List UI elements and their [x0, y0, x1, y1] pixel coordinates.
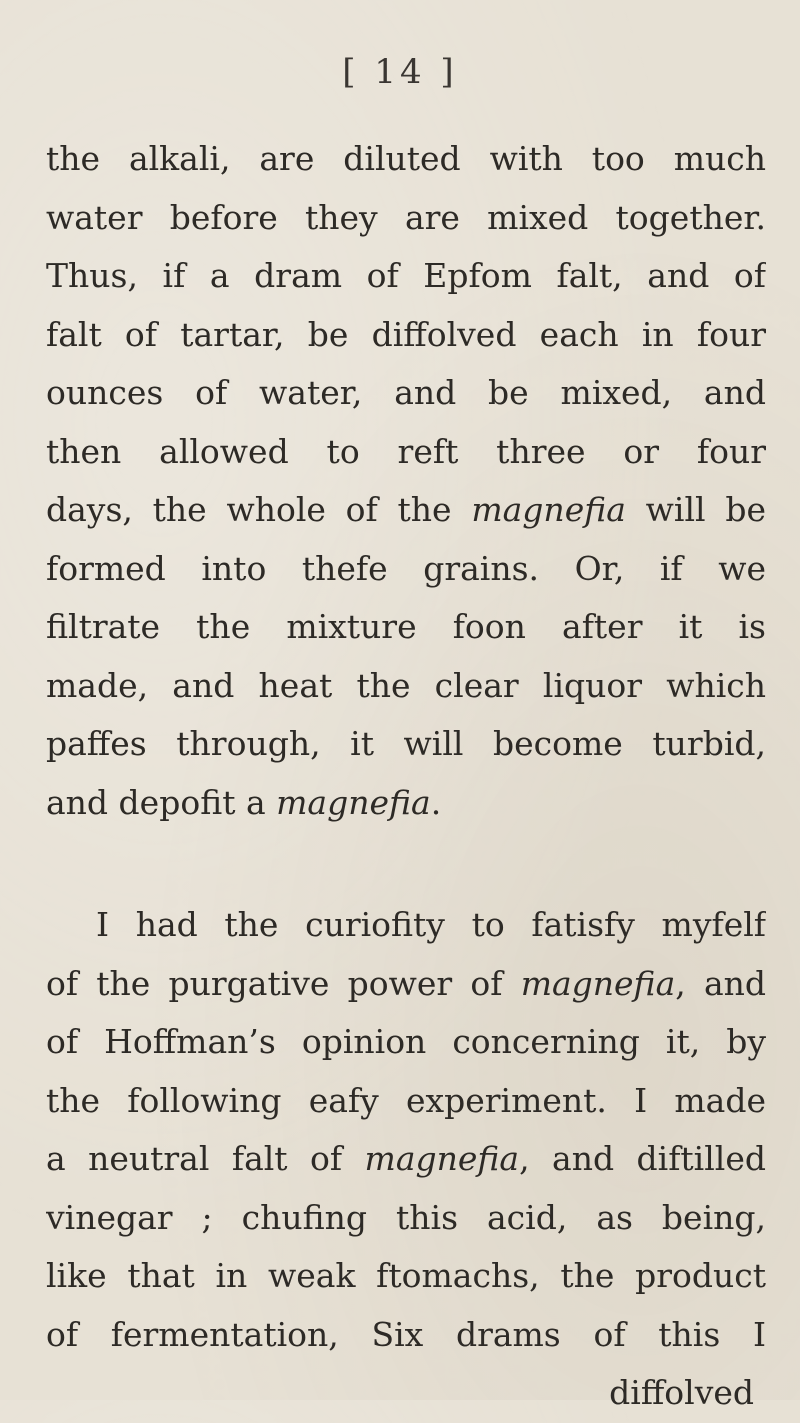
text-line: ounces of water, and be mixed, and — [46, 373, 766, 412]
paragraph-2 — [46, 896, 766, 1423]
text-line: made, and heat the clear liquor which — [46, 665, 766, 705]
catchword: diffolved — [609, 1373, 754, 1412]
italic-term: magnefia — [364, 1139, 520, 1178]
text-line: the alkali, are diluted with too much — [46, 139, 766, 178]
text-line: days, the whole of the magnefia will be — [46, 490, 766, 529]
text-line: I had the curiofity to fatisfy myfelf — [96, 905, 766, 944]
text-line: of fermentation, Six drams of this I — [46, 1314, 766, 1354]
italic-term: magnefia — [520, 963, 676, 1003]
text-line: of the purgative power of magnefia, and — [46, 963, 766, 1003]
text-line: a neutral falt of magnefia, and diftilled — [46, 1139, 766, 1178]
text-line: and depofit a magnefia. — [46, 782, 442, 822]
italic-term: magnefia — [276, 782, 431, 822]
text-line: falt of tartar, be diffolved each in four — [46, 314, 766, 354]
text-line: formed into thefe grains. Or, if we — [46, 548, 766, 588]
italic-term: magnefia — [471, 490, 626, 529]
body-text — [46, 130, 766, 1423]
paragraph-1 — [46, 130, 766, 832]
text-line: the following eafy experiment. I made — [46, 1080, 766, 1120]
page-number: [ 14 ] — [342, 52, 458, 92]
text-line: of Hoffman’s opinion concerning it, by — [46, 1022, 766, 1061]
text-line: paffes through, it will become turbid, — [46, 724, 766, 763]
text-line: Thus, if a dram of Epfom falt, and of — [46, 256, 766, 295]
text-line: like that in weak ftomachs, the product — [46, 1256, 766, 1295]
text-line: filtrate the mixture foon after it is — [46, 607, 766, 646]
text-line: water before they are mixed together. — [46, 197, 766, 237]
paragraph-gap — [46, 832, 766, 896]
text-line: then allowed to reft three or four — [46, 431, 766, 471]
text-line: vinegar ; chufing this acid, as being, — [46, 1197, 766, 1237]
